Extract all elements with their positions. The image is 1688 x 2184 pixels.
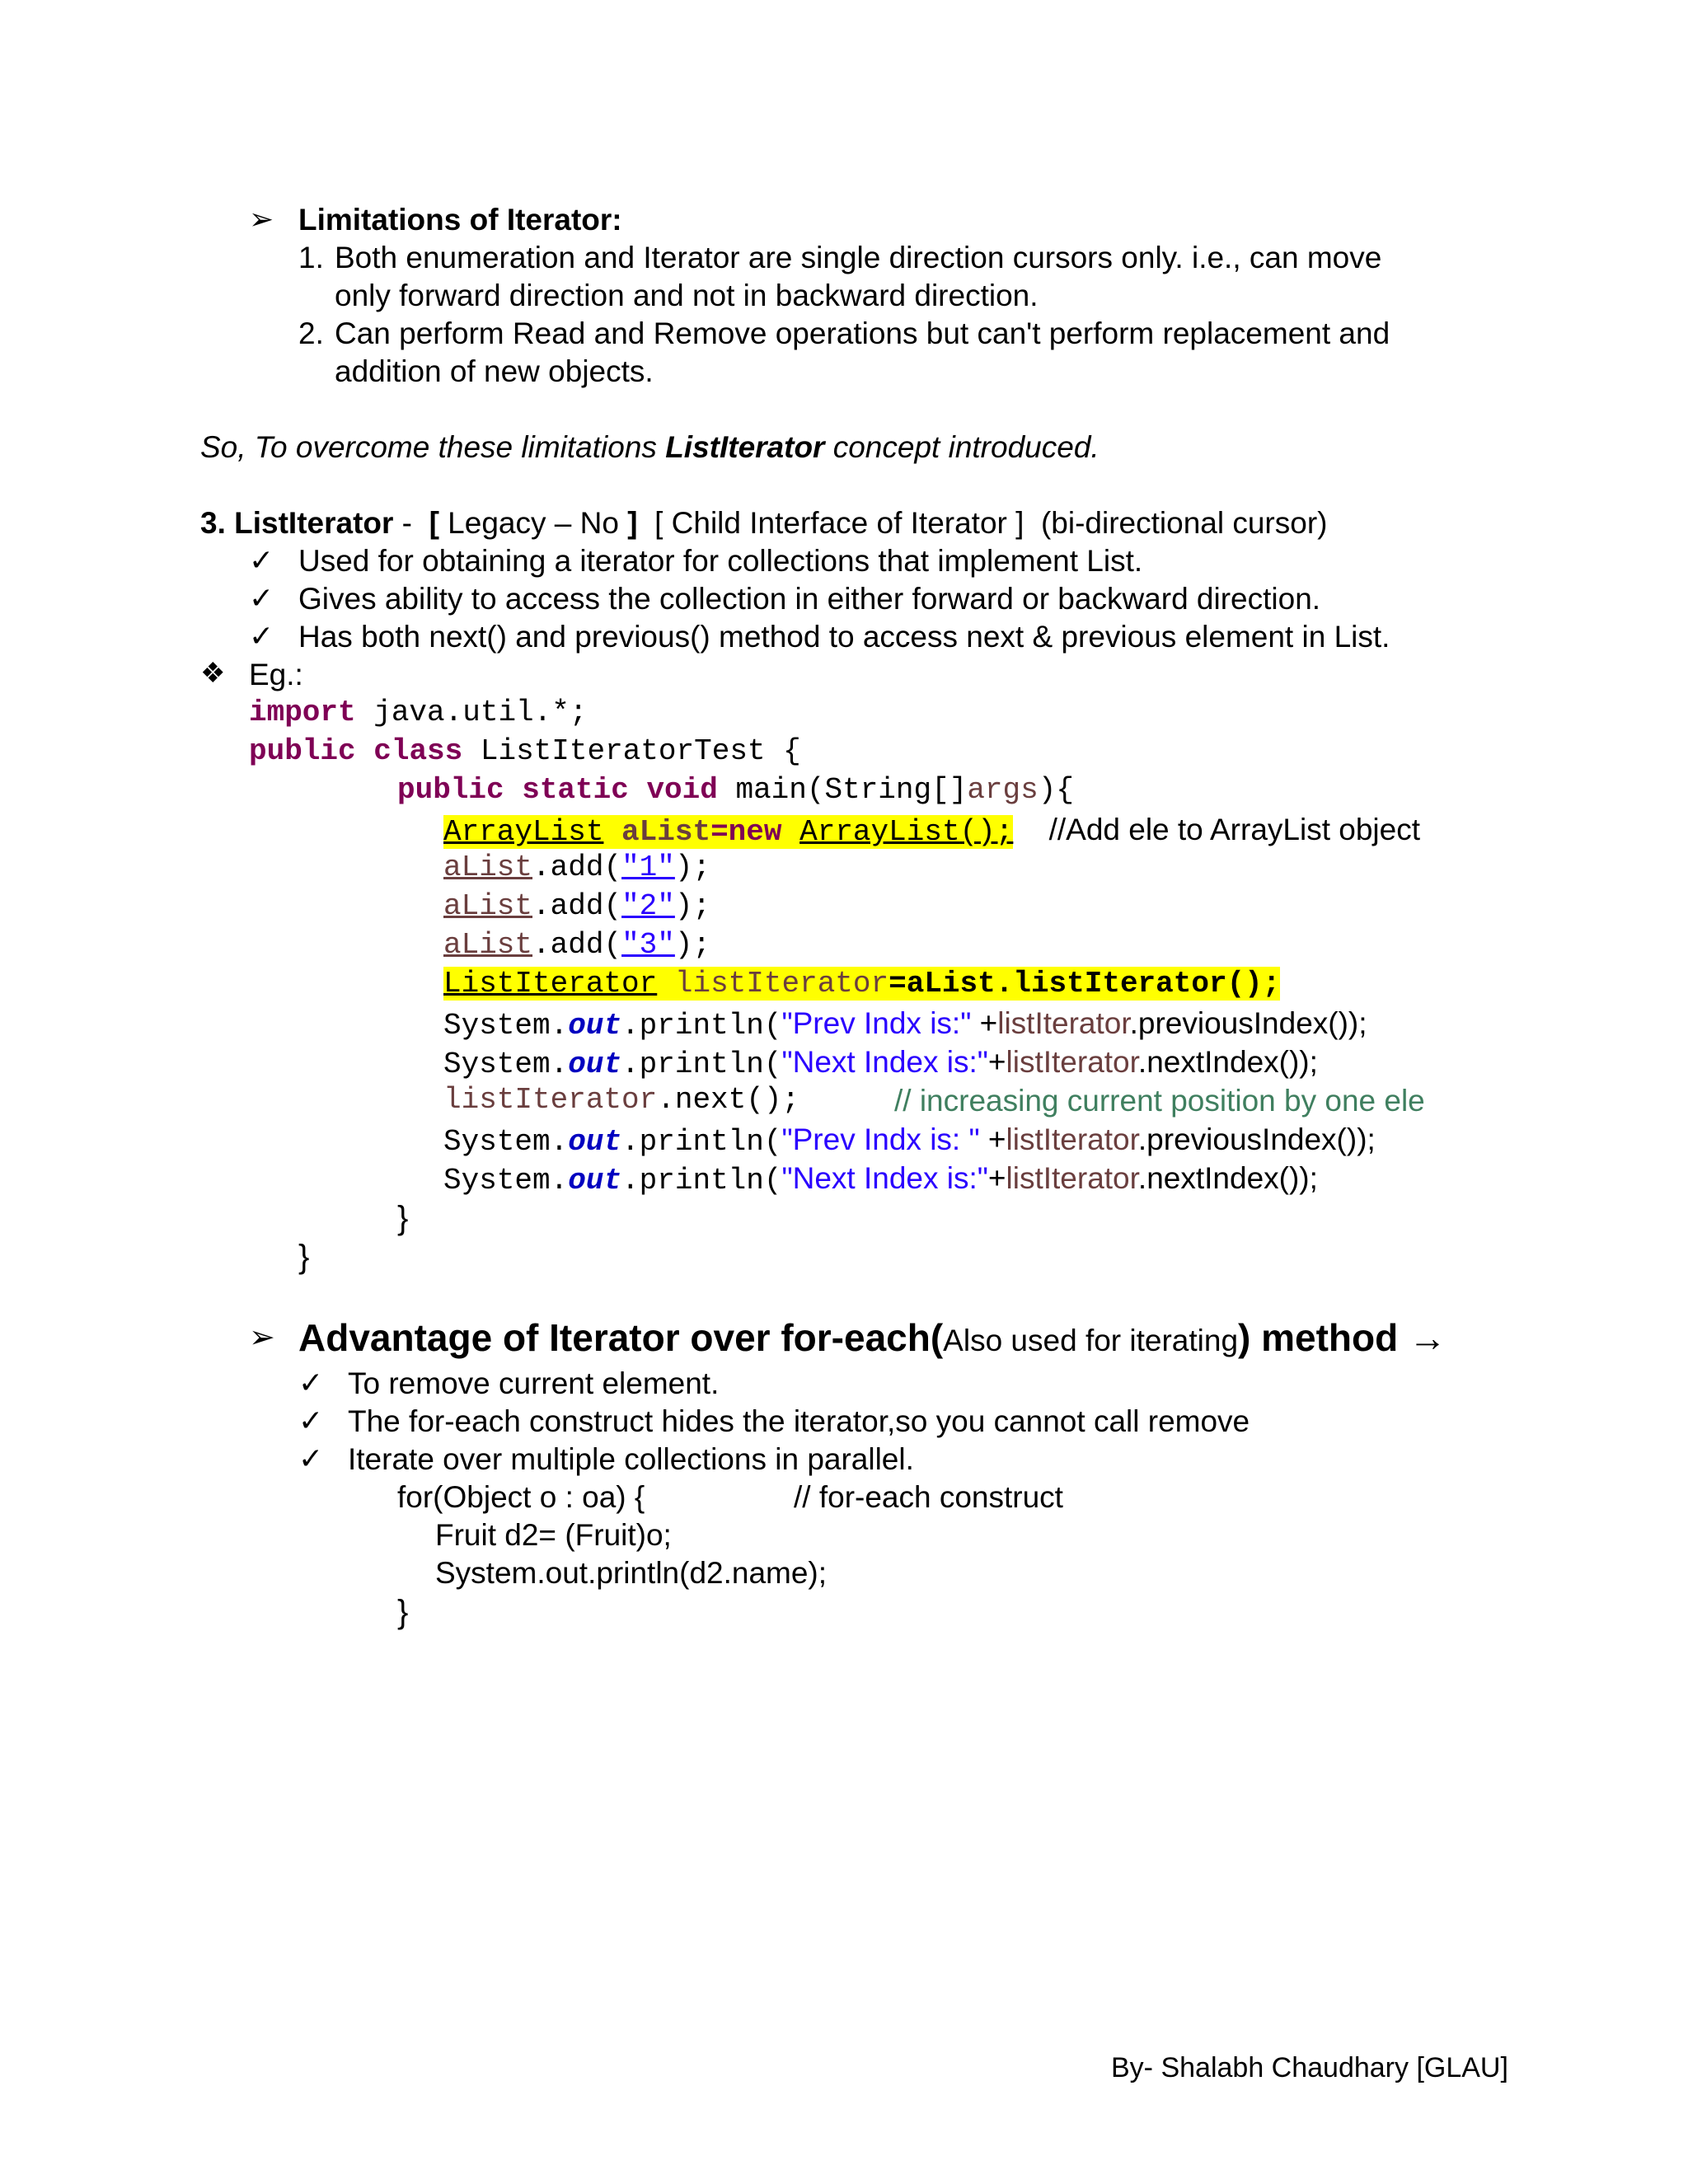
code-next-line: listIterator.next(); bbox=[443, 1083, 800, 1117]
check-icon: ✓ bbox=[298, 1441, 324, 1475]
foreach-code-comment: // for-each construct bbox=[794, 1480, 1063, 1514]
advantage-heading: Advantage of Iterator over for-each(Also used for iterating) method → bbox=[298, 1316, 1447, 1359]
listiterator-point-2: Gives ability to access the collection in either forward or backward direction. bbox=[298, 582, 1321, 616]
limitation-text-2b: addition of new objects. bbox=[335, 354, 654, 388]
code-main-line: public static void main(String[]args){ bbox=[397, 773, 1074, 807]
code-add-line-3: aList.add("3"); bbox=[443, 928, 711, 962]
code-add-line-1: aList.add("1"); bbox=[443, 851, 711, 884]
code-close-main: } bbox=[397, 1200, 409, 1236]
advantage-point-3: Iterate over multiple collections in parallel. bbox=[348, 1442, 914, 1476]
listiterator-title: 3. ListIterator - [ Legacy – No ] [ Child Interface of Iterator ] (bi-directional cursor) bbox=[200, 506, 1328, 540]
code-class-line: public class ListIteratorTest { bbox=[249, 734, 801, 768]
footer-author: By- Shalabh Chaudhary [GLAU] bbox=[1111, 2052, 1508, 2083]
foreach-code-line-4: } bbox=[397, 1594, 409, 1630]
example-label: Eg.: bbox=[249, 658, 303, 691]
check-icon: ✓ bbox=[298, 1366, 324, 1399]
code-println-line-2: System.out.println("Next Index is:"+listIterator.nextIndex()); bbox=[443, 1045, 1318, 1081]
code-add-line-2: aList.add("2"); bbox=[443, 889, 711, 923]
check-icon: ✓ bbox=[298, 1404, 324, 1437]
check-icon: ✓ bbox=[249, 619, 274, 653]
code-println-line-3: System.out.println("Prev Indx is: " +listIterator.previousIndex()); bbox=[443, 1122, 1376, 1159]
diamond-bullet-icon: ❖ bbox=[200, 658, 226, 689]
overcome-sentence: So, To overcome these limitations ListIterator concept introduced. bbox=[200, 430, 1100, 464]
limitation-number-2: 2. bbox=[298, 316, 324, 350]
arrow-bullet-icon: ➢ bbox=[249, 1320, 275, 1355]
code-close-class: } bbox=[298, 1239, 310, 1275]
code-println-line-4: System.out.println("Next Index is:"+listIterator.nextIndex()); bbox=[443, 1161, 1318, 1197]
arrow-bullet-icon: ➢ bbox=[249, 202, 274, 236]
foreach-code-line-1: for(Object o : oa) { bbox=[397, 1480, 645, 1514]
code-import-line: import java.util.*; bbox=[249, 696, 588, 729]
limitation-text-2: Can perform Read and Remove operations but can't perform replacement and bbox=[335, 316, 1390, 350]
code-arraylist-line: ArrayList aList=new ArrayList(); //Add ele to ArrayList object bbox=[443, 813, 1420, 849]
code-println-line-1: System.out.println("Prev Indx is:" +listIterator.previousIndex()); bbox=[443, 1006, 1367, 1043]
limitation-text-1: Both enumeration and Iterator are single direction cursors only. i.e., can move bbox=[335, 241, 1382, 274]
advantage-point-1: To remove current element. bbox=[348, 1366, 720, 1400]
listiterator-point-1: Used for obtaining a iterator for collections that implement List. bbox=[298, 544, 1143, 578]
foreach-code-line-2: Fruit d2= (Fruit)o; bbox=[435, 1518, 672, 1552]
code-listiterator-line: ListIterator listIterator=aList.listIterator(); bbox=[443, 967, 1281, 1001]
check-icon: ✓ bbox=[249, 581, 274, 615]
limitation-number-1: 1. bbox=[298, 241, 324, 274]
right-arrow-icon: → bbox=[1409, 1316, 1447, 1359]
code-next-comment: // increasing current position by one ele bbox=[894, 1084, 1425, 1118]
check-icon: ✓ bbox=[249, 543, 274, 577]
foreach-code-line-3: System.out.println(d2.name); bbox=[435, 1556, 828, 1590]
advantage-point-2: The for-each construct hides the iterator,so you cannot call remove bbox=[348, 1404, 1250, 1438]
limitations-heading: Limitations of Iterator: bbox=[298, 203, 622, 237]
limitation-text-1b: only forward direction and not in backward direction. bbox=[335, 279, 1039, 312]
listiterator-point-3: Has both next() and previous() method to access next & previous element in List. bbox=[298, 620, 1390, 654]
